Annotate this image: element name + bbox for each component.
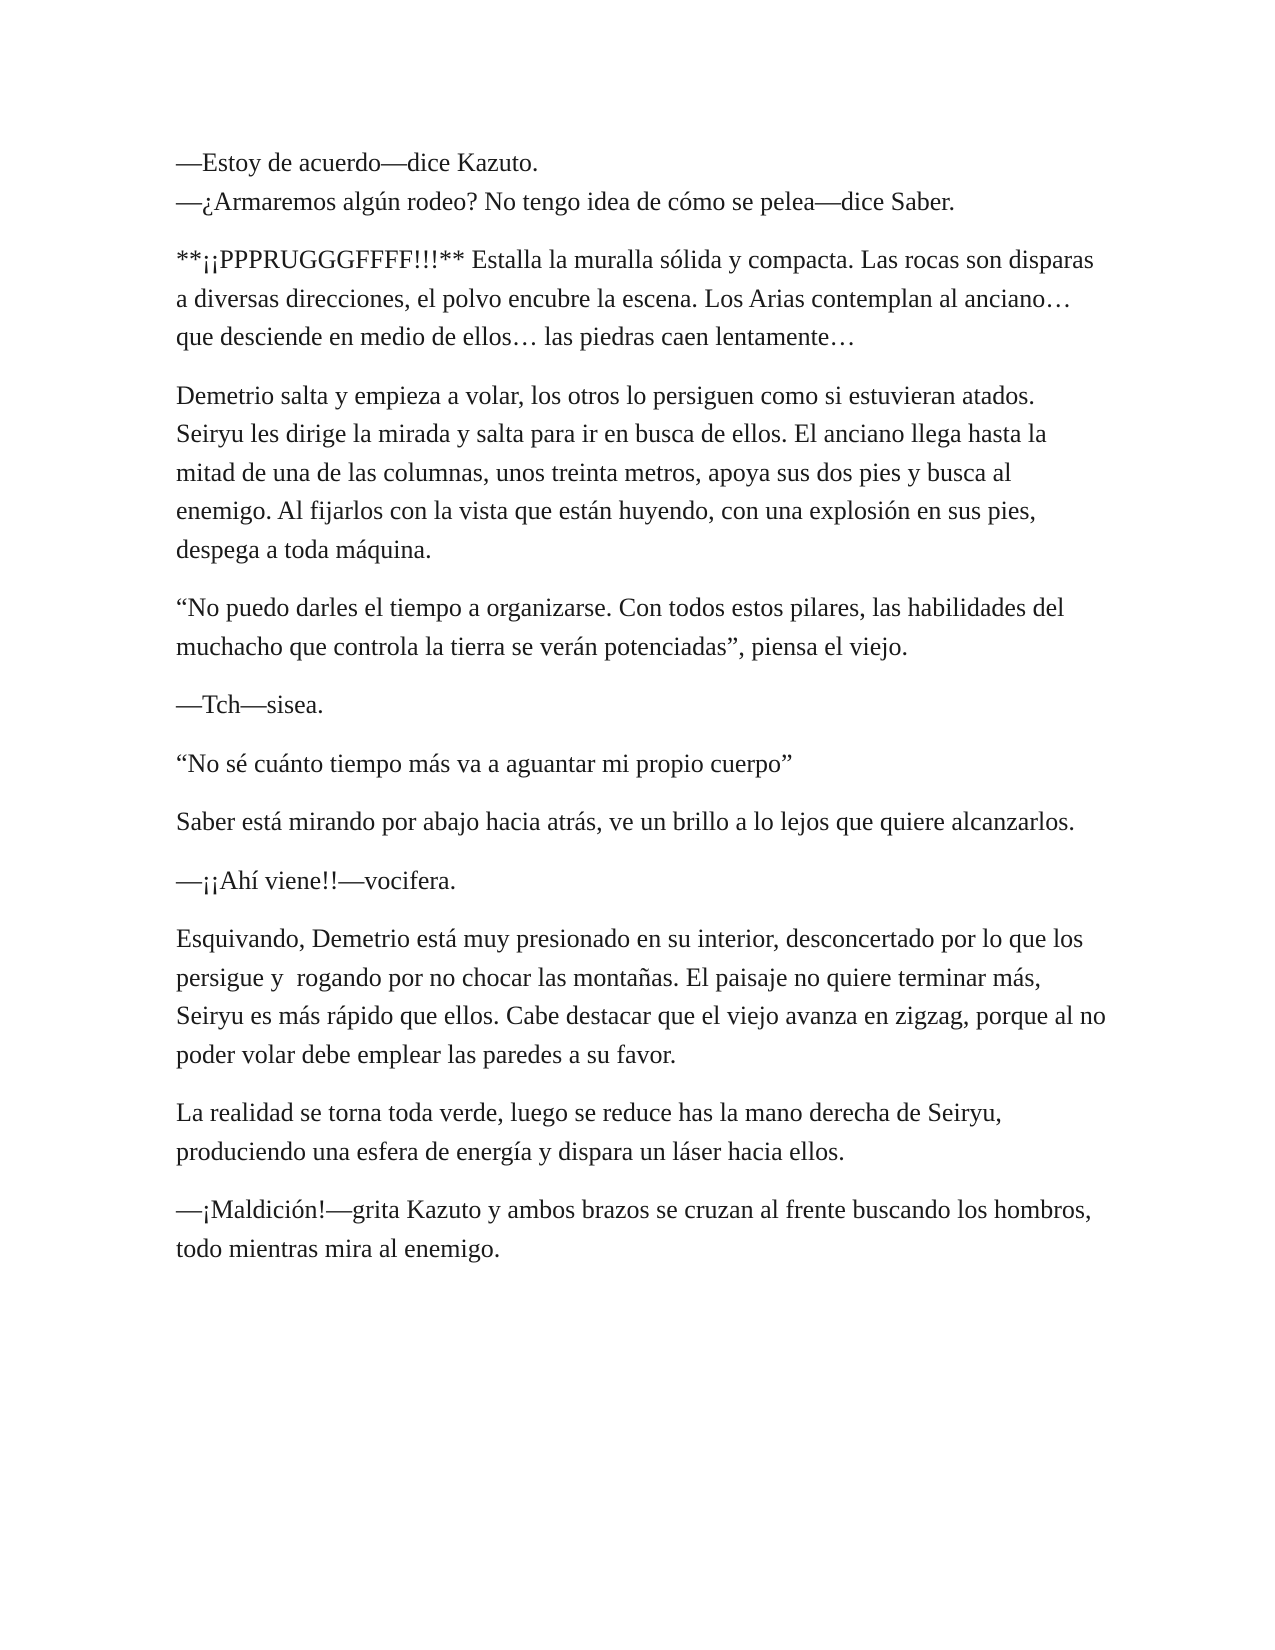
paragraph-10: Esquivando, Demetrio está muy presionado en su interior, desconcertado por lo que los persigue y rogando por no chocar las montañas. El paisaje no quiere terminar más, Seiryu es más rápido que ellos. Cabe destacar que el viejo avanza en zigzag, porque al no poder volar debe emplear las paredes a su favor. xyxy=(176,924,1113,1069)
paragraph-4: Demetrio salta y empieza a volar, los otros lo persiguen como si estuvieran atados. Seiryu les dirige la mirada y salta para ir en busca de ellos. El anciano llega hasta la mitad de una de las columnas, unos treinta metros, apoya sus dos pies y busca al enemigo. Al fijarlos con la vista que están huyendo, con una explosión en sus pies, despega a toda máquina. xyxy=(176,380,1054,564)
paragraph-5: “No puedo darles el tiempo a organizarse. Con todos estos pilares, las habilidades del muchacho que controla la tierra se verán potenciadas”, piensa el viejo. xyxy=(176,593,1071,661)
paragraph-7: “No sé cuánto tiempo más va a aguantar mi propio cuerpo” xyxy=(176,748,793,778)
paragraph-9: —¡¡Ahí viene!!—vocifera. xyxy=(176,865,457,895)
paragraph-8: Saber está mirando por abajo hacia atrás, ve un brillo a lo lejos que quiere alcanzarlos. xyxy=(176,807,1075,836)
body-text xyxy=(176,144,1113,1288)
paragraph-11: La realidad se torna toda verde, luego se reduce has la mano derecha de Seiryu, produciendo una esfera de energía y dispara un láser hacia ellos. xyxy=(176,1098,1009,1166)
paragraph-1: —Estoy de acuerdo—dice Kazuto. xyxy=(176,148,539,177)
paragraph-2: —¿Armaremos algún rodeo? No tengo idea de cómo se pelea—dice Saber. xyxy=(176,186,955,216)
paragraph-3: **¡¡PPPRUGGGFFFF!!!** Estalla la muralla sólida y compacta. Las rocas son disparas a diversas direcciones, el polvo encubre la escena. Los Arias contemplan al anciano… que desciende en medio de ellos… las piedras caen lentamente… xyxy=(176,245,1101,351)
paragraph-6: —Tch—sisea. xyxy=(176,690,324,719)
paragraph-12: —¡Maldición!—grita Kazuto y ambos brazos se cruzan al frente buscando los hombros, todo mientras mira al enemigo. xyxy=(176,1195,1099,1263)
